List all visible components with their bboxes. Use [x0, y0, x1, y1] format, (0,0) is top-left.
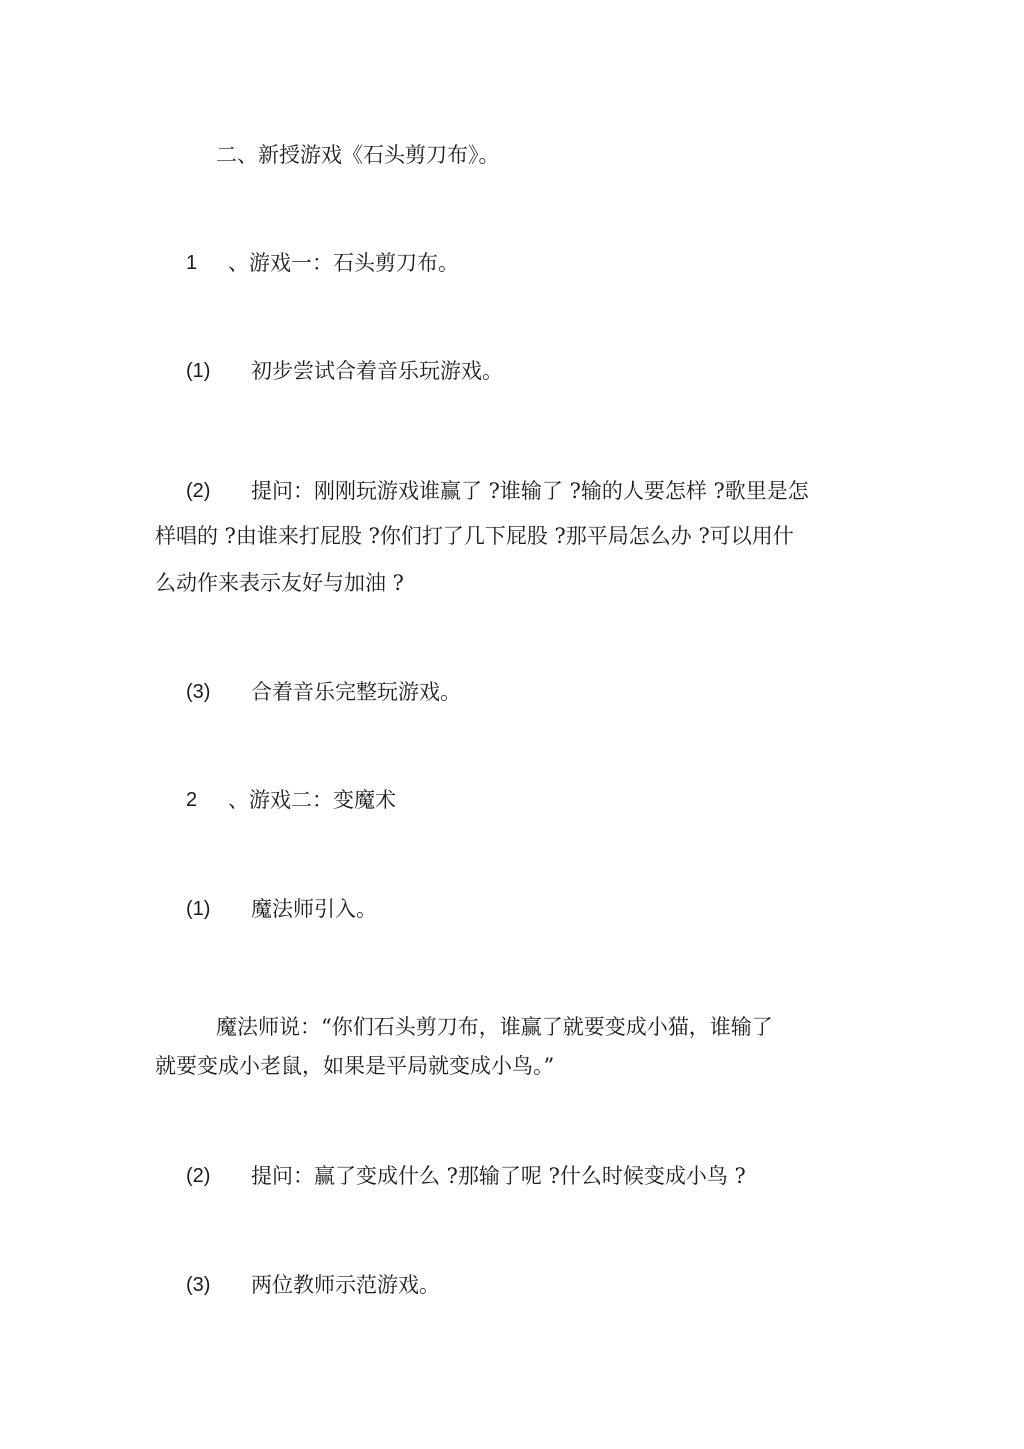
game1-step1-label: (1)	[186, 360, 211, 382]
magician-quote-line1: 魔法师说：“你们石头剪刀布，谁赢了就要变成小猫，谁输了	[216, 1015, 773, 1039]
section-heading: 二、新授游戏《石头剪刀布》。	[216, 143, 500, 167]
game1-step2-label: (2)	[186, 480, 211, 502]
game2-step3-label: (3)	[186, 1274, 211, 1296]
game2-step2-label: (2)	[186, 1165, 211, 1187]
game2-step2-text: 提问：赢了变成什么 ?那输了呢 ?什么时候变成小鸟 ?	[251, 1164, 746, 1188]
game2-step3-text: 两位教师示范游戏。	[251, 1273, 440, 1297]
game2-step1-text: 魔法师引入。	[251, 897, 377, 921]
game2-title: 、游戏二：变魔术	[228, 788, 396, 812]
game1-number: 1	[186, 252, 198, 274]
game1-step3-label: (3)	[186, 681, 211, 703]
game1-step2-line2: 样唱的 ?由谁来打屁股 ?你们打了几下屁股 ?那平局怎么办 ?可以用什	[155, 524, 794, 548]
game1-step3-text: 合着音乐完整玩游戏。	[251, 680, 461, 704]
magician-quote-line2: 就要变成小老鼠，如果是平局就变成小鸟。”	[155, 1054, 555, 1078]
game1-step2-line1: 提问：刚刚玩游戏谁赢了 ?谁输了 ?输的人要怎样 ?歌里是怎	[251, 479, 809, 503]
game2-number: 2	[186, 789, 198, 811]
game2-step1-label: (1)	[186, 898, 211, 920]
game1-step2-line3: 么动作来表示友好与加油 ?	[155, 571, 404, 595]
game1-step1-text: 初步尝试合着音乐玩游戏。	[251, 359, 503, 383]
game1-title: 、游戏一：石头剪刀布。	[228, 251, 459, 275]
